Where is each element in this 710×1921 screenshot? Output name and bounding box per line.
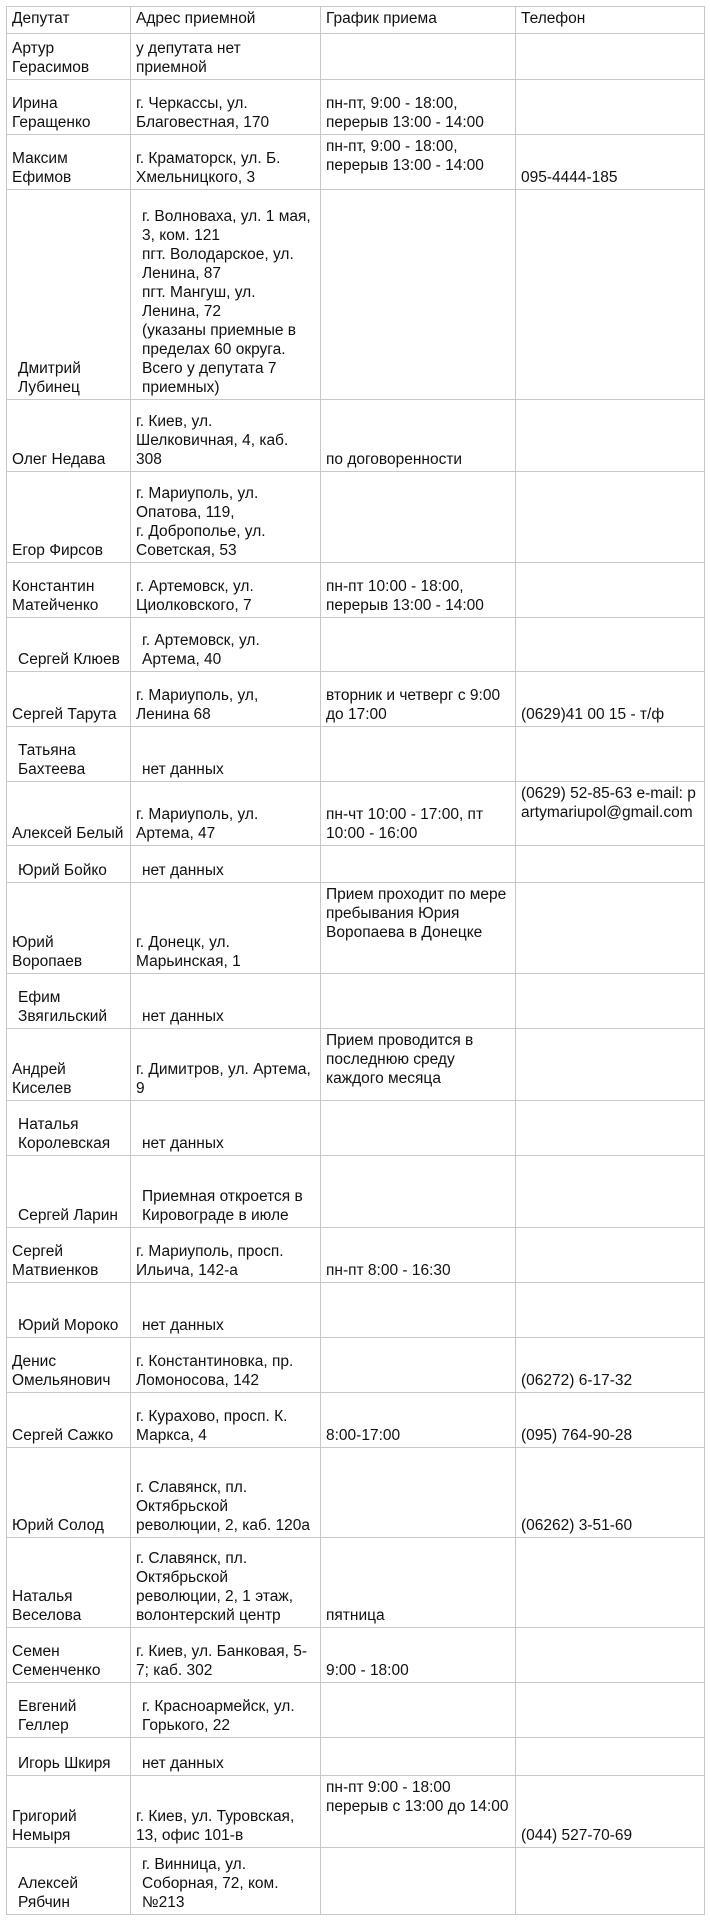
phone-cell [516, 1628, 705, 1683]
address-cell: Приемная откроется в Кировограде в июле [131, 1155, 321, 1227]
table-row [7, 1100, 705, 1155]
address-cell: г. Волноваха, ул. 1 мая, 3, ком. 121 пгт. Володарское, ул. Ленина, 87 пгт. Мангуш, ул. Ленина, 72 (указаны приемные в пределах 60 округа. Всего у депутата 7 приемных) [131, 190, 321, 400]
schedule-cell: пн-пт, 9:00 - 18:00, перерыв 13:00 - 14:00 [321, 135, 516, 190]
header-schedule: График приема [321, 7, 516, 34]
deputy-name-cell: Константин Матейченко [7, 562, 131, 617]
schedule-cell [321, 1738, 516, 1776]
table-row [7, 845, 705, 883]
table-row [7, 1028, 705, 1100]
schedule-cell: Прием проводится в последнюю среду каждого месяца [321, 1028, 516, 1100]
phone-cell [516, 617, 705, 672]
address-cell: нет данных [131, 845, 321, 883]
deputy-name-cell: Семен Семенченко [7, 1628, 131, 1683]
table-row [7, 400, 705, 472]
phone-cell [516, 1683, 705, 1738]
address-cell: г. Мариуполь, ул, Ленина 68 [131, 672, 321, 727]
deputy-name-cell: Артур Герасимов [7, 34, 131, 80]
table-row [7, 727, 705, 782]
phone-cell [516, 80, 705, 135]
address-cell: нет данных [131, 727, 321, 782]
address-cell: г. Димитров, ул. Артема, 9 [131, 1028, 321, 1100]
phone-cell [516, 1282, 705, 1337]
address-cell: г. Артемовск, ул. Циолковского, 7 [131, 562, 321, 617]
phone-cell [516, 400, 705, 472]
address-cell: г. Мариуполь, ул. Опатова, 119, г. Доброполье, ул. Советская, 53 [131, 472, 321, 562]
table-row [7, 1337, 705, 1392]
schedule-cell: вторник и четверг с 9:00 до 17:00 [321, 672, 516, 727]
schedule-cell [321, 1337, 516, 1392]
table-row [7, 1738, 705, 1776]
table-row [7, 80, 705, 135]
address-cell: г. Киев, ул. Шелковичная, 4, каб. 308 [131, 400, 321, 472]
phone-cell: (095) 764-90-28 [516, 1392, 705, 1447]
schedule-cell [321, 190, 516, 400]
table-row [7, 782, 705, 846]
deputy-name-cell: Юрий Воропаев [7, 883, 131, 973]
table-row [7, 34, 705, 80]
deputy-name-cell: Татьяна Бахтеева [7, 727, 131, 782]
deputy-name-cell: Ефим Звягильский [7, 973, 131, 1028]
address-cell: г. Черкассы, ул. Благовестная, 170 [131, 80, 321, 135]
deputy-name-cell: Денис Омельянович [7, 1337, 131, 1392]
address-cell: у депутата нет приемной [131, 34, 321, 80]
schedule-cell [321, 1848, 516, 1915]
phone-cell: (044) 527-70-69 [516, 1775, 705, 1847]
deputy-name-cell: Юрий Мороко [7, 1282, 131, 1337]
phone-cell: (0629)41 00 15 - т/ф [516, 672, 705, 727]
table-row [7, 883, 705, 973]
phone-cell [516, 190, 705, 400]
table-row [7, 1282, 705, 1337]
phone-cell: 095-4444-185 [516, 135, 705, 190]
phone-cell [516, 472, 705, 562]
phone-cell: (06272) 6-17-32 [516, 1337, 705, 1392]
deputy-name-cell: Юрий Солод [7, 1447, 131, 1537]
deputy-name-cell: Сергей Клюев [7, 617, 131, 672]
table-row [7, 1227, 705, 1282]
phone-cell [516, 1738, 705, 1776]
phone-cell [516, 1100, 705, 1155]
schedule-cell [321, 1155, 516, 1227]
phone-cell [516, 562, 705, 617]
schedule-cell: Прием проходит по мере пребывания Юрия Воропаева в Донецке [321, 883, 516, 973]
schedule-cell: по договоренности [321, 400, 516, 472]
address-cell: г. Киев, ул. Банковая, 5-7; каб. 302 [131, 1628, 321, 1683]
phone-cell [516, 1155, 705, 1227]
address-cell: г. Мариуполь, ул. Артема, 47 [131, 782, 321, 846]
address-cell: г. Артемовск, ул. Артема, 40 [131, 617, 321, 672]
table-row [7, 562, 705, 617]
phone-cell: (0629) 52-85-63 e-mail: partymariupol@gmail.com [516, 782, 705, 846]
table-row [7, 672, 705, 727]
address-cell: нет данных [131, 1100, 321, 1155]
schedule-cell [321, 617, 516, 672]
deputy-name-cell: Игорь Шкиря [7, 1738, 131, 1776]
table-row [7, 1538, 705, 1628]
phone-cell [516, 845, 705, 883]
address-cell: г. Донецк, ул. Марьинская, 1 [131, 883, 321, 973]
deputy-name-cell: Сергей Матвиенков [7, 1227, 131, 1282]
schedule-cell: 9:00 - 18:00 [321, 1628, 516, 1683]
schedule-cell: пн-пт, 9:00 - 18:00, перерыв 13:00 - 14:00 [321, 80, 516, 135]
deputy-name-cell: Юрий Бойко [7, 845, 131, 883]
schedule-cell [321, 1683, 516, 1738]
deputy-name-cell: Ирина Геращенко [7, 80, 131, 135]
schedule-cell: пн-пт 9:00 - 18:00 перерыв с 13:00 до 14:00 [321, 1775, 516, 1847]
schedule-cell [321, 34, 516, 80]
table-row [7, 617, 705, 672]
table-row [7, 973, 705, 1028]
table-row [7, 190, 705, 400]
address-cell: г. Красноармейск, ул. Горького, 22 [131, 1683, 321, 1738]
schedule-cell [321, 1282, 516, 1337]
schedule-cell [321, 1447, 516, 1537]
address-cell: г. Винница, ул. Соборная, 72, ком. №213 [131, 1848, 321, 1915]
table-row [7, 1848, 705, 1915]
deputy-name-cell: Егор Фирсов [7, 472, 131, 562]
deputies-reception-table [6, 6, 705, 1915]
phone-cell [516, 727, 705, 782]
deputy-name-cell: Сергей Ларин [7, 1155, 131, 1227]
table-row [7, 472, 705, 562]
header-row [7, 7, 705, 34]
deputy-name-cell: Олег Недава [7, 400, 131, 472]
deputy-name-cell: Григорий Немыря [7, 1775, 131, 1847]
phone-cell [516, 1227, 705, 1282]
address-cell: нет данных [131, 1738, 321, 1776]
schedule-cell: пн-чт 10:00 - 17:00, пт 10:00 - 16:00 [321, 782, 516, 846]
address-cell: г. Славянск, пл. Октябрьской революции, 2, 1 этаж, волонтерский центр [131, 1538, 321, 1628]
table-row [7, 1155, 705, 1227]
schedule-cell [321, 1100, 516, 1155]
table-row [7, 1628, 705, 1683]
phone-cell [516, 34, 705, 80]
table-row [7, 1447, 705, 1537]
phone-cell [516, 883, 705, 973]
schedule-cell [321, 472, 516, 562]
schedule-cell: 8:00-17:00 [321, 1392, 516, 1447]
phone-cell [516, 973, 705, 1028]
schedule-cell [321, 727, 516, 782]
address-cell: нет данных [131, 973, 321, 1028]
address-cell: нет данных [131, 1282, 321, 1337]
deputy-name-cell: Алексей Рябчин [7, 1848, 131, 1915]
address-cell: г. Славянск, пл. Октябрьской революции, 2, каб. 120а [131, 1447, 321, 1537]
deputy-name-cell: Дмитрий Лубинец [7, 190, 131, 400]
schedule-cell: пн-пт 10:00 - 18:00, перерыв 13:00 - 14:00 [321, 562, 516, 617]
address-cell: г. Краматорск, ул. Б. Хмельницкого, 3 [131, 135, 321, 190]
deputy-name-cell: Алексей Белый [7, 782, 131, 846]
header-phone: Телефон [516, 7, 705, 34]
phone-cell [516, 1028, 705, 1100]
table-row [7, 1775, 705, 1847]
schedule-cell [321, 845, 516, 883]
deputy-name-cell: Сергей Сажко [7, 1392, 131, 1447]
phone-cell [516, 1538, 705, 1628]
header-deputy: Депутат [7, 7, 131, 34]
table-row [7, 1683, 705, 1738]
table-row [7, 135, 705, 190]
deputy-name-cell: Наталья Веселова [7, 1538, 131, 1628]
address-cell: г. Константиновка, пр. Ломоносова, 142 [131, 1337, 321, 1392]
schedule-cell: пн-пт 8:00 - 16:30 [321, 1227, 516, 1282]
table-body [7, 34, 705, 1915]
deputy-name-cell: Евгений Геллер [7, 1683, 131, 1738]
address-cell: г. Мариуполь, просп. Ильича, 142-а [131, 1227, 321, 1282]
schedule-cell [321, 973, 516, 1028]
phone-cell [516, 1848, 705, 1915]
address-cell: г. Курахово, просп. К. Маркса, 4 [131, 1392, 321, 1447]
table-row [7, 1392, 705, 1447]
schedule-cell: пятница [321, 1538, 516, 1628]
deputy-name-cell: Сергей Тарута [7, 672, 131, 727]
deputy-name-cell: Максим Ефимов [7, 135, 131, 190]
deputy-name-cell: Наталья Королевская [7, 1100, 131, 1155]
phone-cell: (06262) 3-51-60 [516, 1447, 705, 1537]
header-address: Адрес приемной [131, 7, 321, 34]
address-cell: г. Киев, ул. Туровская, 13, офис 101-в [131, 1775, 321, 1847]
deputy-name-cell: Андрей Киселев [7, 1028, 131, 1100]
